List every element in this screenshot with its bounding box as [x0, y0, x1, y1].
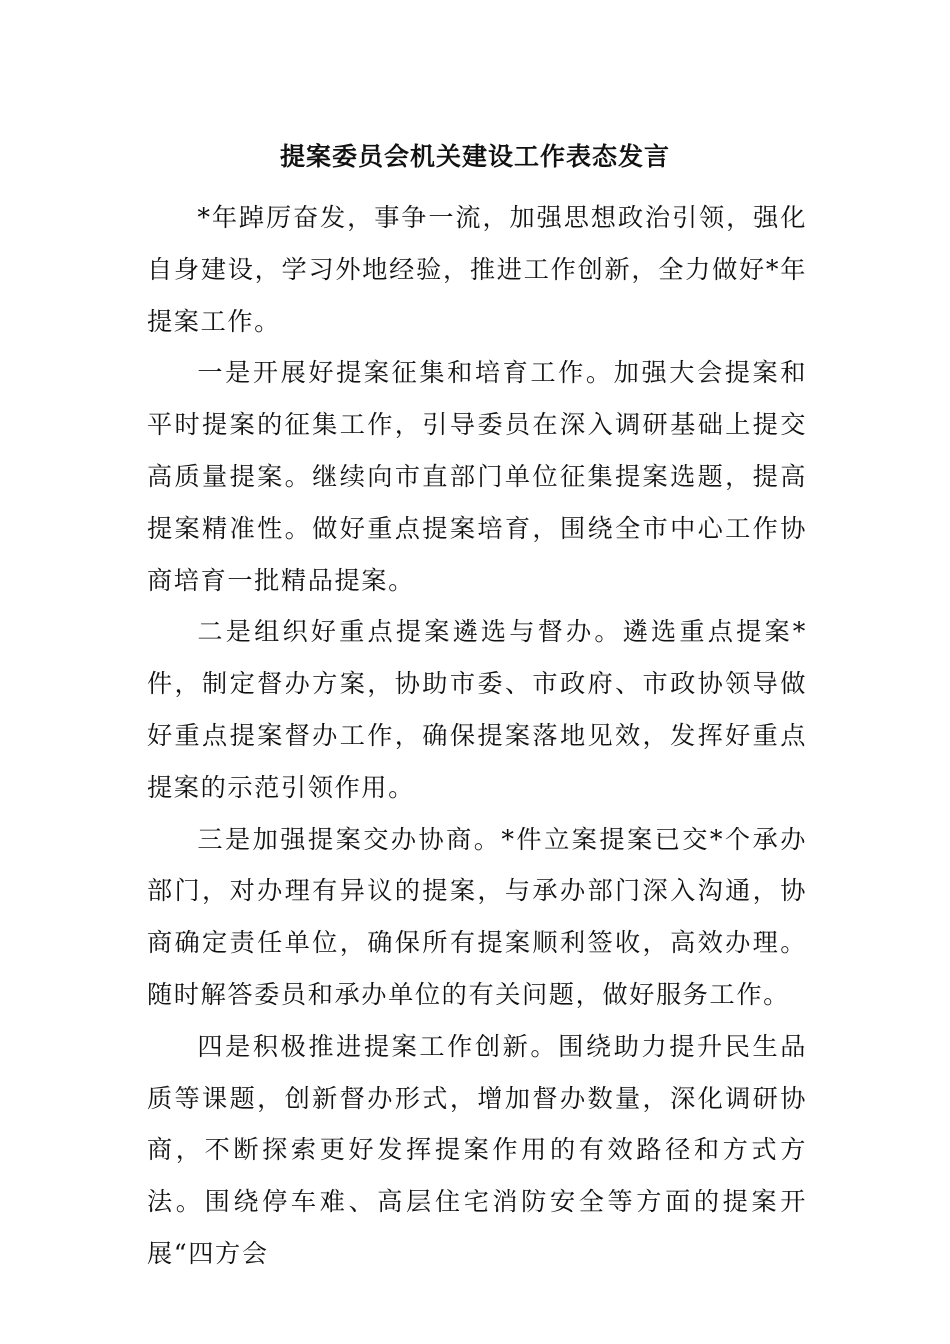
paragraph-intro: *年踔厉奋发，事争一流，加强思想政治引领，强化自身建设，学习外地经验，推进工作创新，全力做好*年提案工作。	[147, 203, 807, 336]
paragraph-two: 二是组织好重点提案遴选与督办。遴选重点提案*件，制定督办方案，协助市委、市政府、市政协领导做好重点提案督办工作，确保提案落地见效，发挥好重点提案的示范引领作用。	[147, 617, 807, 802]
paragraph-one: 一是开展好提案征集和培育工作。加强大会提案和平时提案的征集工作，引导委员在深入调研基础上提交高质量提案。继续向市直部门单位征集提案选题，提高提案精准性。做好重点提案培育，围绕全市中心工作协商培育一批精品提案。	[147, 358, 807, 595]
paragraph-four: 四是积极推进提案工作创新。围绕助力提升民生品质等课题，创新督办形式，增加督办数量，深化调研协商，不断探索更好发挥提案作用的有效路径和方式方法。围绕停车难、高层住宅消防安全等方面的提案开展“四方会	[147, 1031, 807, 1268]
document-title: 提案委员会机关建设工作表态发言	[279, 142, 670, 171]
paragraph-three: 三是加强提案交办协商。*件立案提案已交*个承办部门，对办理有异议的提案，与承办部门深入沟通，协商确定责任单位，确保所有提案顺利签收，高效办理。随时解答委员和承办单位的有关问题，做好服务工作。	[147, 824, 807, 1009]
document-body	[147, 192, 807, 1280]
